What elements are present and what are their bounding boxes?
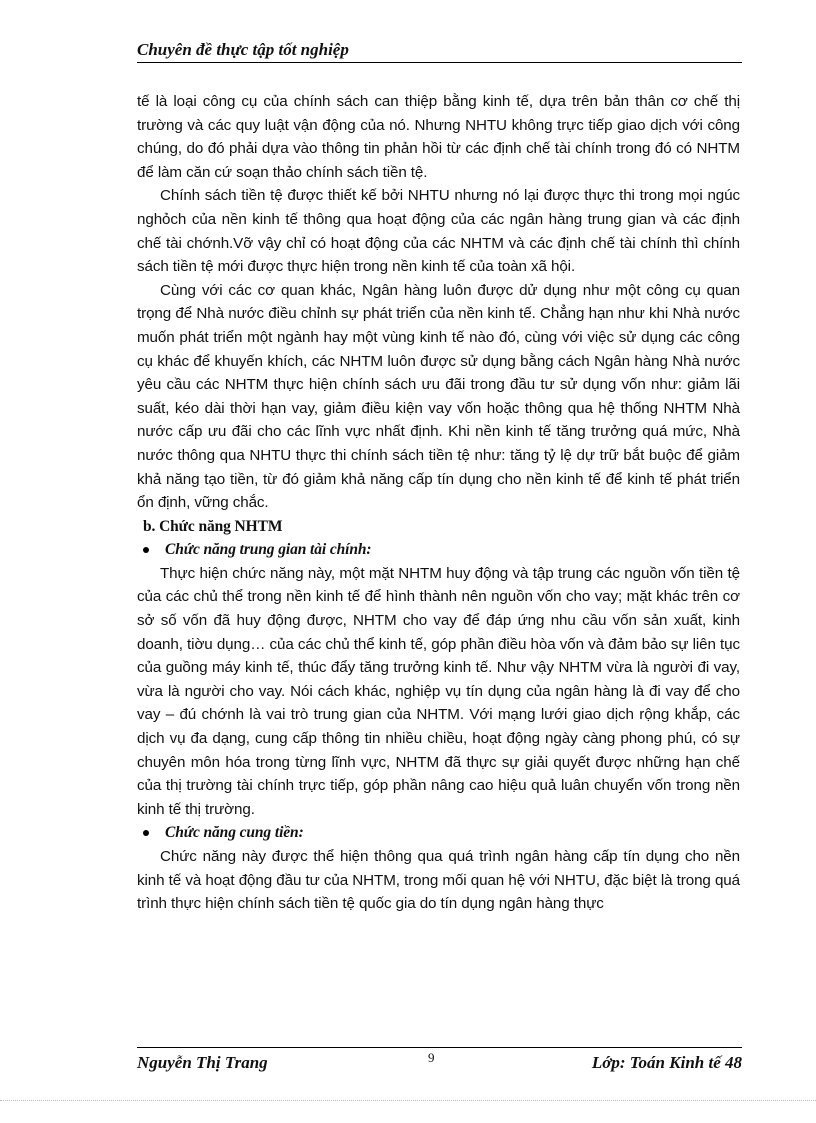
bullet-icon [143, 547, 149, 553]
bullet-item [137, 538, 740, 562]
footer-author: Nguyễn Thị Trang [137, 1053, 268, 1072]
page-bottom-divider [0, 1100, 816, 1101]
paragraph-3: Cùng với các cơ quan khác, Ngân hàng luôn được dử dụng như một công cụ quan trọng để Nhà nước điều chỉnh sự phát triển của nền kinh tế. Chẳng hạn như khi Nhà nước muốn phát triển một ngành hay một vùng kinh tế nào đó, cùng với việc sử dụng các công cụ khác để khuyến khích, các NHTM luôn được sử dụng bằng cách Ngân hàng Nhà nước yêu cầu các NHTM thực hiện chính sách ưu đãi trong đầu tư sử dụng vốn như: giảm lãi suất, kéo dài thời hạn vay, giảm điều kiện vay vốn hoặc thông qua hệ thống NHTM Nhà nước cấp ưu đãi cho các lĩnh vực nhất định. Khi nền kinh tế tăng trưởng quá mức, Nhà nước thông qua NHTU thực thi chính sách tiền tệ như: tăng tỷ lệ dự trữ bắt buộc để giảm khả năng tạo tiền, từ đó giảm khả năng cấp tín dụng cho nền kinh tế để kinh tế phát triển ổn định, vững chắc. [137, 281, 740, 512]
page-number: 9 [428, 1050, 435, 1065]
bullet-heading-money-supply: Chức năng cung tiền: [165, 824, 304, 842]
section-heading: b. Chức năng NHTM [143, 517, 283, 535]
bullet-item [137, 821, 740, 845]
page-header-title: Chuyên đề thực tập tốt nghiệp [137, 40, 742, 63]
bullet-icon [143, 830, 149, 836]
bullet-heading-intermediary: Chức năng trung gian tài chính: [165, 541, 372, 559]
paragraph-2: Chính sách tiền tệ được thiết kế bởi NHTU nhưng nó lại được thực thi trong mọi ngúc nghỏch của nền kinh tế thông qua hoạt động của các ngân hàng trung gian và các định chế tài chớnh.Vỡ vậy chỉ có hoạt động của các NHTM và các định chế tài chính thì chính sách tiền tệ mới được thực hiện trong nền kinh tế của toàn xã hội. [137, 187, 740, 276]
paragraph-1: tế là loại công cụ của chính sách can thiệp bằng kinh tế, dựa trên bản thân cơ chế thị trường và các quy luật vận động của nó. Nhưng NHTU không trực tiếp giao dịch với công chúng, do đó phải dựa vào thông tin phản hồi từ các định chế tài chính trong đó có NHTM để làm căn cứ soạn thảo chính sách tiền tệ. [137, 93, 740, 181]
footer-divider [137, 1047, 742, 1048]
paragraph-4: Thực hiện chức năng này, một mặt NHTM huy động và tập trung các nguồn vốn tiền tệ của các chủ thể trong nền kinh tế để hình thành nên nguồn vốn cho vay; mặt khác trên cơ sở số vốn đã huy động được, NHTM cho vay để đáp ứng nhu cầu vốn sản xuất, kinh doanh, tiờu dụng… của các chủ thể kinh tế, góp phần điều hòa vốn và đảm bảo sự liên tục của guồng máy kinh tế, thúc đẩy tăng trưởng kinh tế. Như vậy NHTM vừa là người đi vay, vừa là người cho vay. Nói cách khác, nghiệp vụ tín dụng của ngân hàng là đi vay để cho vay – đú chớnh là vai trò trung gian của NHTM. Với mạng lưới giao dịch rộng khắp, các dịch vụ đa dạng, cung cấp thông tin nhiều chiều, hoạt động ngày càng phong phú, có sự chuyên môn hóa trong từng lĩnh vực, NHTM đã thực sự giải quyết được những hạn chế của thị trường tài chính trực tiếp, góp phần nâng cao hiệu quả luân chuyển vốn trong nền kinh tế thị trường. [137, 564, 740, 818]
body-text [137, 90, 740, 916]
paragraph-5: Chức năng này được thể hiện thông qua quá trình ngân hàng cấp tín dụng cho nền kinh tế và hoạt động đầu tư của NHTM, trong mối quan hệ với NHTU, đặc biệt là trong quá trình thực hiện chính sách tiền tệ quốc gia do tín dụng ngân hàng thực [137, 848, 740, 913]
footer-class: Lớp: Toán Kinh tế 48 [591, 1053, 742, 1072]
